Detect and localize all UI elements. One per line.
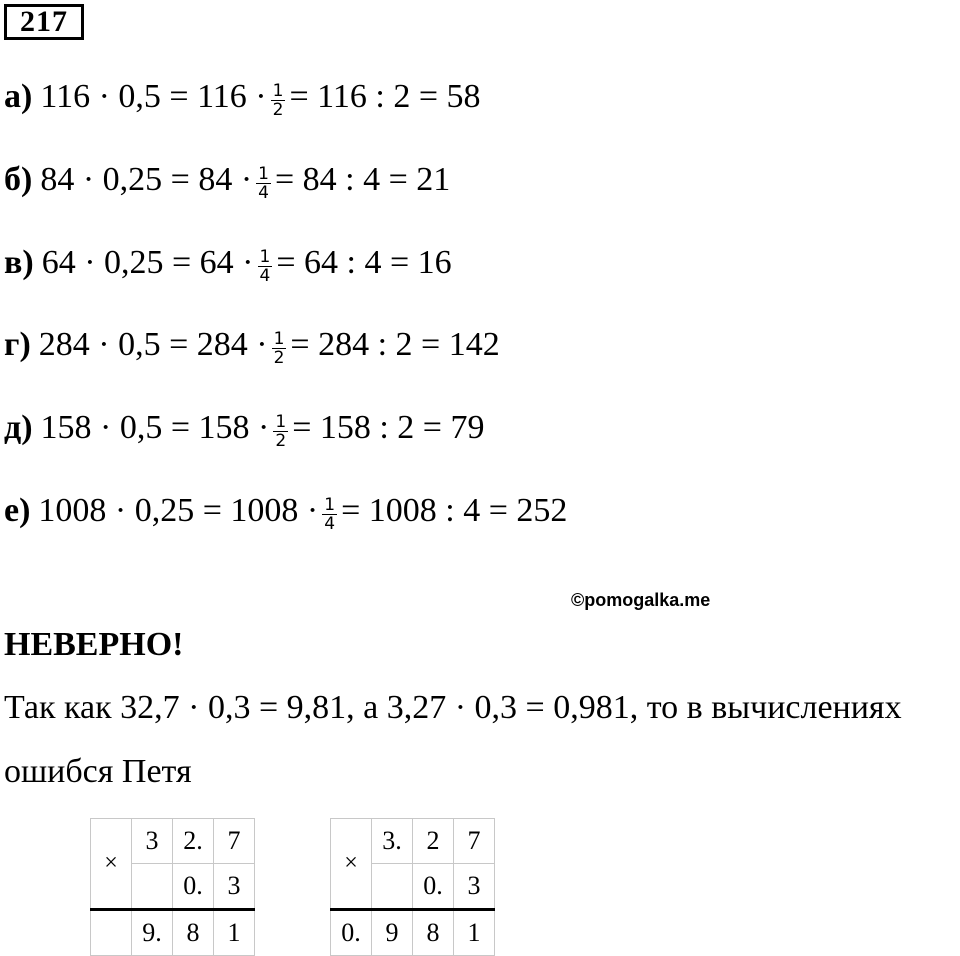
result-cell: 1 [454, 910, 495, 956]
result-cell: 1 [214, 910, 255, 956]
equation-g [4, 320, 500, 370]
fraction-numerator: 1 [258, 163, 269, 184]
equation-label: б) [4, 161, 33, 198]
fraction-denominator: 4 [259, 265, 271, 286]
digit-cell: 2 [413, 819, 454, 864]
equation-left: 1008 · 0,25 = 1008 · [38, 492, 319, 529]
watermark: ©pomogalka.me [571, 590, 711, 610]
digit-cell [132, 864, 173, 910]
equation-v [4, 238, 452, 288]
result-cell: 8 [173, 910, 214, 956]
digit-cell: 7 [454, 819, 495, 864]
equation-label: а) [4, 78, 33, 115]
equation-right: = 64 : 4 = 16 [276, 244, 452, 281]
equation-label: в) [4, 244, 34, 281]
digit-cell [91, 910, 132, 956]
equation-label: е) [4, 492, 31, 529]
multiply-sign: × [331, 819, 372, 910]
result-cell: 9 [372, 910, 413, 956]
fraction-denominator: 4 [324, 513, 336, 534]
multiply-sign: × [91, 819, 132, 910]
equation-left: 64 · 0,25 = 64 · [41, 244, 254, 281]
digit-cell: 3 [454, 864, 495, 910]
explanation-line-1: Так как 32,7 · 0,3 = 9,81, а 3,27 · 0,3 = 0,981, то в вычислениях [4, 689, 902, 726]
digit-cell: 3 [214, 864, 255, 910]
explanation-line-2: ошибся Петя [4, 753, 192, 790]
fraction-numerator: 1 [324, 494, 336, 515]
digit-cell: 0. [413, 864, 454, 910]
fraction [258, 248, 273, 285]
fraction-numerator: 1 [273, 328, 285, 349]
equation-left: 116 · 0,5 = 116 · [40, 78, 267, 115]
fraction [272, 330, 287, 367]
equation-e [4, 486, 567, 536]
fraction-denominator: 2 [275, 430, 287, 451]
fraction [322, 496, 337, 533]
result-cell: 0. [331, 910, 372, 956]
equation-label: д) [4, 409, 33, 446]
fraction-denominator: 2 [272, 99, 284, 120]
fraction [256, 165, 271, 202]
multiplication-table-2 [330, 818, 495, 956]
result-cell: 9. [132, 910, 173, 956]
equation-right: = 1008 : 4 = 252 [341, 492, 568, 529]
fraction-numerator: 1 [275, 411, 287, 432]
result-cell: 8 [413, 910, 454, 956]
fraction-denominator: 2 [273, 347, 285, 368]
equation-right: = 84 : 4 = 21 [274, 161, 451, 198]
verdict: НЕВЕРНО! [4, 626, 184, 663]
equation-right: = 116 : 2 = 58 [289, 78, 481, 115]
digit-cell: 3 [132, 819, 173, 864]
equation-label: г) [4, 326, 31, 363]
fraction [273, 413, 288, 450]
equation-left: 84 · 0,25 = 84 · [40, 161, 253, 198]
equation-d [4, 403, 484, 453]
equation-right: = 158 : 2 = 79 [292, 409, 485, 446]
equation-left: 158 · 0,5 = 158 · [40, 409, 270, 446]
equation-left: 284 · 0,5 = 284 · [38, 326, 268, 363]
equation-right: = 284 : 2 = 142 [290, 326, 500, 363]
task-number: 217 [4, 4, 84, 40]
digit-cell: 7 [214, 819, 255, 864]
fraction-denominator: 4 [258, 182, 269, 203]
digit-cell [372, 864, 413, 910]
digit-cell: 0. [173, 864, 214, 910]
digit-cell: 3. [372, 819, 413, 864]
equation-b [4, 155, 450, 205]
fraction-numerator: 1 [272, 80, 284, 101]
fraction [271, 82, 286, 119]
multiplication-table-1 [90, 818, 255, 956]
digit-cell: 2. [173, 819, 214, 864]
fraction-numerator: 1 [259, 246, 271, 267]
equation-a [4, 72, 481, 122]
